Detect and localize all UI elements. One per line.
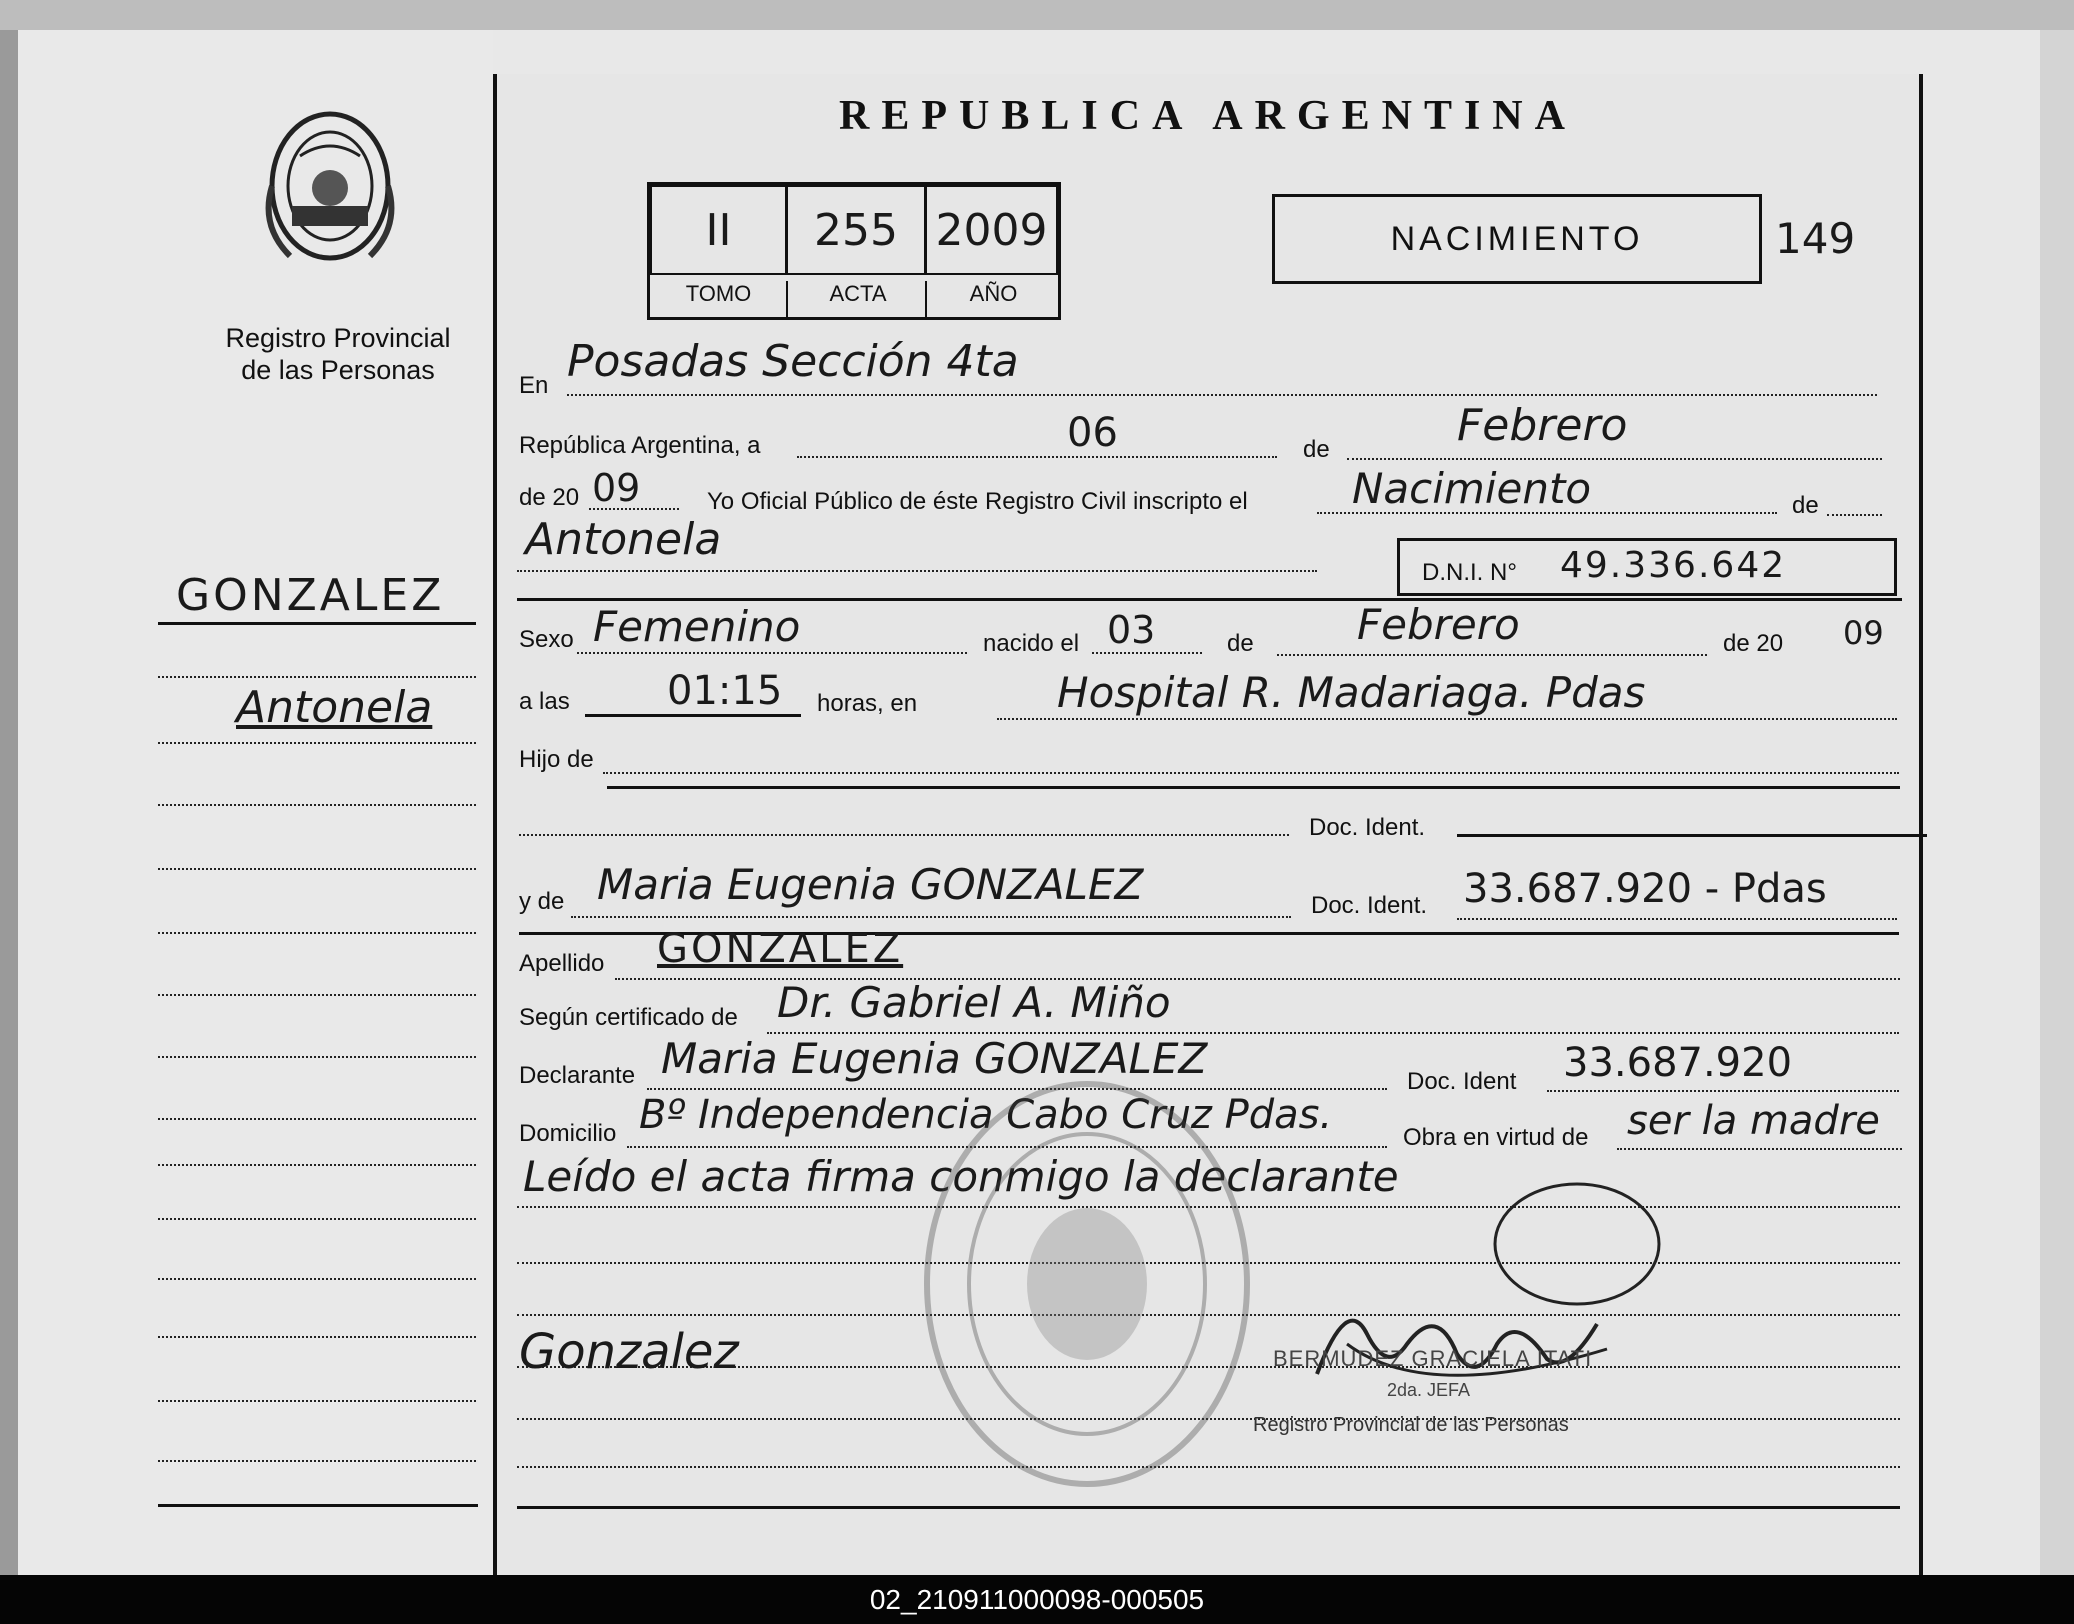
official-stamp-org: Registro Provincial de las Personas — [1253, 1414, 1569, 1436]
birth-certificate-form — [493, 74, 1923, 1575]
official-stamp-title: 2da. JEFA — [1387, 1380, 1471, 1400]
obra-value: ser la madre — [1627, 1098, 1880, 1144]
alas-label: a las — [519, 688, 570, 715]
round-official-seal-icon — [917, 1074, 1257, 1494]
anio-label: AÑO — [925, 281, 1060, 319]
certificado-value: Dr. Gabriel A. Miño — [777, 978, 1171, 1027]
inscripto-value: Nacimiento — [1352, 464, 1592, 513]
oficial-label: Yo Oficial Público de éste Registro Civil inscripto el — [707, 488, 1248, 515]
place-value: Posadas Sección 4ta — [567, 336, 1019, 387]
year-prefix-label: de 20 — [519, 484, 580, 511]
hour-value: 01:15 — [667, 668, 783, 714]
official-stamp-name: BERMUDEZ GRACIELA ITATI — [1273, 1346, 1593, 1371]
leido-value: Leído el acta firma conmigo la declarante — [523, 1152, 1399, 1201]
sexo-label: Sexo — [519, 626, 574, 653]
scan-left-edge — [0, 30, 18, 1575]
birth-month-value: Febrero — [1357, 600, 1520, 649]
stub-given-name: Antonela — [236, 682, 433, 733]
month-value: Febrero — [1457, 400, 1628, 451]
en-label: En — [519, 372, 549, 399]
yde-label: y de — [519, 888, 565, 915]
year-suffix-value: 09 — [592, 466, 641, 510]
record-box — [647, 182, 1061, 320]
republica-label: República Argentina, a — [519, 432, 761, 459]
anio-value: 2009 — [935, 205, 1048, 256]
birth-year-suffix-value: 09 — [1843, 614, 1884, 652]
domicilio-label: Domicilio — [519, 1120, 617, 1147]
registry-name-line1: Registro Provincial — [225, 323, 451, 353]
sexo-value: Femenino — [593, 602, 801, 651]
mother-doc-value: 33.687.920 - Pdas — [1463, 866, 1827, 912]
province-seal-icon — [240, 96, 420, 276]
scan-right-edge — [2040, 30, 2074, 1575]
registry-name-line2: de las Personas — [241, 355, 435, 385]
apellido-label: Apellido — [519, 950, 605, 977]
domicilio-value: Bº Independencia Cabo Cruz Pdas. — [639, 1092, 1333, 1138]
acta-value: 255 — [814, 205, 898, 256]
horas-label: horas, en — [817, 690, 918, 717]
nacido-label: nacido el — [983, 630, 1080, 657]
birth-year-label: de 20 — [1723, 630, 1784, 657]
hijo-label: Hijo de — [519, 746, 594, 773]
doc-ident-label-3: Doc. Ident — [1407, 1068, 1517, 1095]
day-value: 06 — [1067, 410, 1118, 456]
declarante-doc-value: 33.687.920 — [1563, 1040, 1793, 1086]
mother-name-value: Maria Eugenia GONZALEZ — [597, 860, 1144, 909]
tomo-value: II — [705, 205, 732, 256]
doc-ident-label-1: Doc. Ident. — [1309, 814, 1426, 841]
scan-top-edge — [0, 0, 2074, 30]
stub-surname: GONZALEZ — [176, 570, 445, 621]
file-id-footer: 02_210911000098-000505 — [0, 1575, 2074, 1624]
act-number: 149 — [1775, 214, 1856, 263]
tomo-label: TOMO — [685, 281, 752, 306]
country-title: REPUBLICA ARGENTINA — [839, 93, 1577, 139]
child-name-value: Antonela — [525, 514, 722, 565]
dni-label: D.N.I. N° — [1422, 559, 1517, 586]
doc-ident-label-2: Doc. Ident. — [1311, 892, 1428, 919]
apellido-value: GONZALEZ — [657, 926, 904, 972]
official-signature-icon — [1307, 1174, 1697, 1424]
declarante-label: Declarante — [519, 1062, 636, 1089]
obra-label: Obra en virtud de — [1403, 1124, 1589, 1151]
birth-day-value: 03 — [1107, 608, 1156, 652]
dni-value: 49.336.642 — [1560, 545, 1787, 586]
stub-panel — [18, 30, 493, 1575]
declarante-value: Maria Eugenia GONZALEZ — [661, 1034, 1208, 1083]
de-label-2: de — [1792, 492, 1819, 519]
acta-label: ACTA — [786, 281, 928, 319]
dni-box — [1397, 538, 1897, 596]
birth-place-value: Hospital R. Madariaga. Pdas — [1057, 668, 1646, 717]
certificado-label: Según certificado de — [519, 1004, 738, 1031]
act-type-box: NACIMIENTO — [1272, 194, 1762, 284]
de-label-1: de — [1303, 436, 1330, 463]
declarant-signature: Gonzalez — [519, 1324, 739, 1380]
de-label-3: de — [1227, 630, 1254, 657]
